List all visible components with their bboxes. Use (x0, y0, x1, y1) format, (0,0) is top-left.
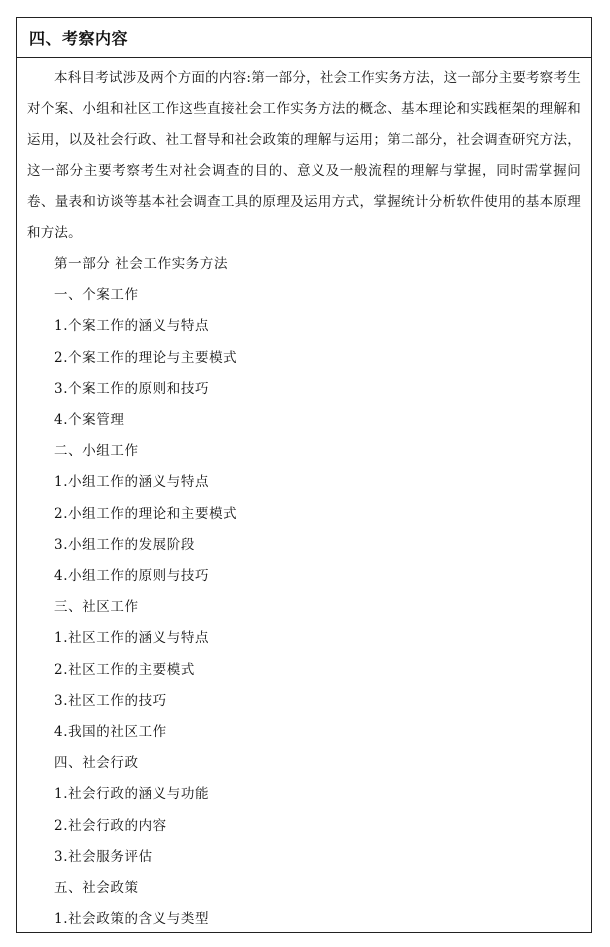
list-item: 4.我国的社区工作 (54, 724, 167, 741)
list-item: 2.社会行政的内容 (54, 817, 167, 834)
list-item: 4.个案管理 (54, 412, 125, 429)
list-item: 五、社会政策 (54, 880, 139, 897)
list-item: 2.个案工作的理论与主要模式 (54, 349, 238, 366)
list-item: 1.社会行政的涵义与功能 (54, 786, 210, 803)
outline-list (27, 249, 581, 935)
section-header (17, 18, 591, 58)
list-item: 1.社会政策的含义与类型 (54, 911, 210, 928)
list-item: 2.社区工作的主要模式 (54, 661, 195, 678)
list-item: 三、社区工作 (54, 599, 139, 616)
list-item: 2.小组工作的理论和主要模式 (54, 505, 238, 522)
list-item: 3.个案工作的原则和技巧 (54, 380, 210, 397)
list-item: 1.个案工作的涵义与特点 (54, 318, 210, 335)
list-item: 1.社区工作的涵义与特点 (54, 630, 210, 647)
list-item: 1.小组工作的涵义与特点 (54, 474, 210, 491)
list-item: 3.社区工作的技巧 (54, 692, 167, 709)
intro-paragraph: 本科目考试涉及两个方面的内容:第一部分，社会工作实务方法，这一部分主要考察考生对个案、小组和社区工作这些直接社会工作实务方法的概念、基本理论和实践框架的理解和运用，以及社会行政、社工督导和社会政策的理解与运用；第二部分，社会调查研究方法，这一部分主要考察考生对社会调查的目的、意义及一般流程的理解与掌握，同时需掌握问卷、量表和访谈等基本社会调查工具的原理及运用方式，掌握统计分析软件使用的基本原理和方法。 (27, 70, 581, 241)
section-body (17, 58, 591, 935)
list-item: 3.小组工作的发展阶段 (54, 536, 195, 553)
content-table (16, 17, 592, 933)
list-item: 四、社会行政 (54, 755, 139, 772)
section-title: 四、考察内容 (29, 29, 129, 48)
list-item: 二、小组工作 (54, 443, 139, 460)
list-item: 3.社会服务评估 (54, 848, 153, 865)
list-item: 一、个案工作 (54, 287, 139, 304)
list-item: 4.小组工作的原则与技巧 (54, 568, 210, 585)
list-item: 第一部分 社会工作实务方法 (54, 256, 229, 272)
